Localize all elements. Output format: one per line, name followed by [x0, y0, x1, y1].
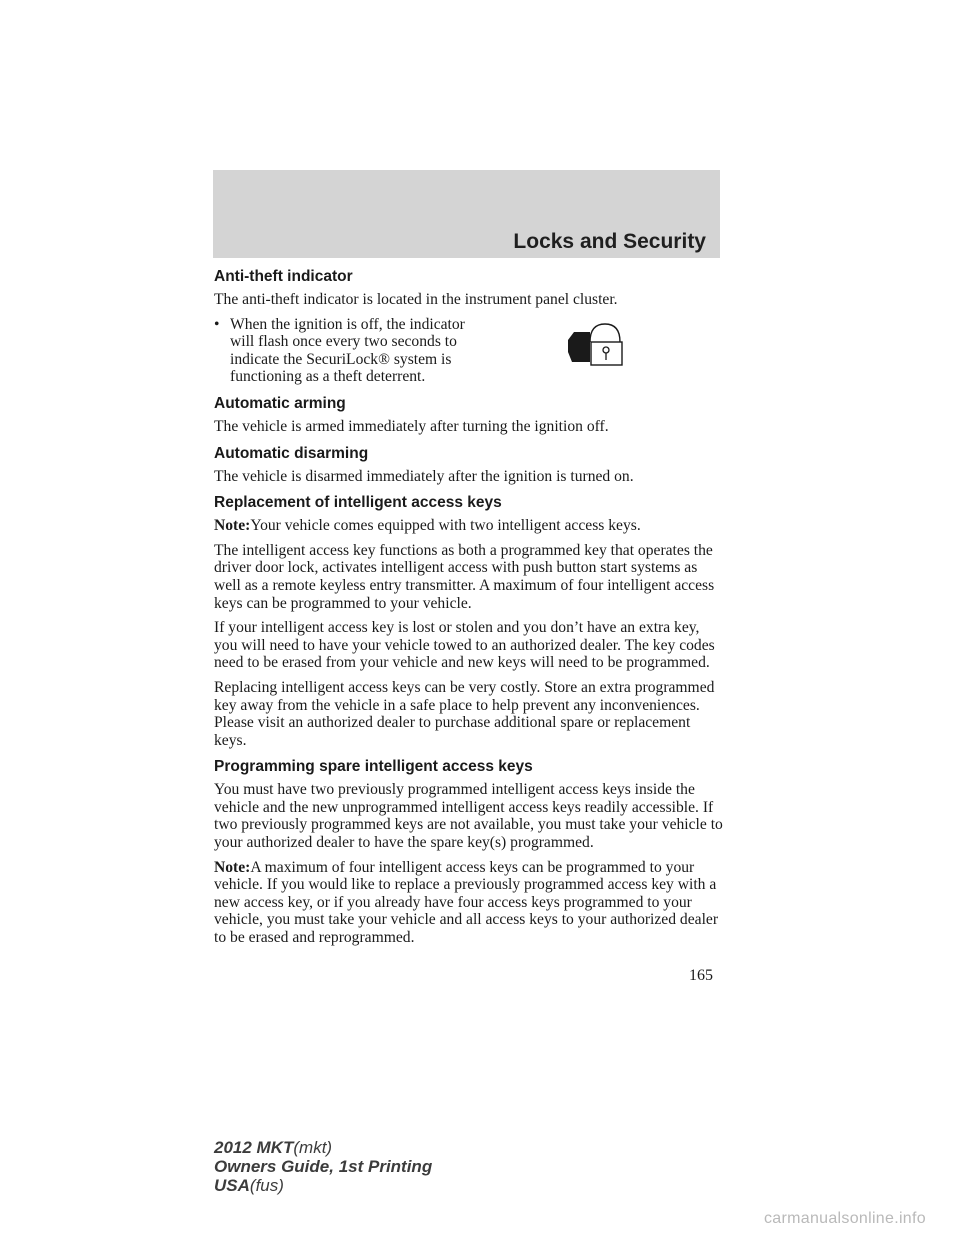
heading-replacement: Replacement of intelligent access keys	[214, 494, 502, 512]
footer-line-1: 2012 MKT(mkt)	[214, 1138, 333, 1157]
programming-paragraph-1: You must have two previously programmed intelligent access keys inside the vehicle and the new unprogrammed intelligent access keys readily accessible. If two previously programmed keys are not available, you must take your vehicle to your authorized dealer to have the spare key(s) programmed.	[214, 781, 723, 852]
bullet-text: When the ignition is off, the indicator will flash once every two seconds to indicate the SecuriLock® system is functioning as a theft deterrent.	[230, 315, 465, 386]
programming-note	[214, 859, 726, 947]
vehicle-lock-icon	[564, 318, 628, 377]
note-text: A maximum of four intelligent access keys can be programmed to your vehicle. If you would like to replace a previously programmed access key with a new access key, or if you already have four access keys programmed to your vehicle, you must take your vehicle and all access keys to your authorized dealer to be erased and reprogrammed.	[214, 858, 719, 947]
heading-anti-theft: Anti-theft indicator	[214, 268, 353, 285]
section-title: Locks and Security	[513, 230, 706, 253]
heading-programming: Programming spare intelligent access keys	[214, 758, 533, 776]
replacement-note	[214, 517, 726, 535]
bullet-mark: •	[214, 315, 220, 333]
heading-automatic-arming: Automatic arming	[214, 394, 346, 412]
section-automatic-arming	[214, 395, 726, 436]
automatic-disarming-text: The vehicle is disarmed immediately after the ignition is turned on.	[214, 467, 634, 485]
page-number: 165	[689, 967, 713, 984]
note-label: Note:	[214, 858, 251, 876]
bullet-item	[214, 316, 726, 386]
section-replacement	[214, 494, 726, 749]
watermark: carmanualsonline.info	[764, 1210, 926, 1227]
section-anti-theft	[214, 268, 726, 386]
note-text: Your vehicle comes equipped with two intelligent access keys.	[250, 517, 641, 535]
page-content	[214, 268, 726, 956]
section-programming	[214, 758, 726, 946]
replacement-paragraph-3: Replacing intelligent access keys can be very costly. Store an extra programmed key away from the vehicle in a safe place to help prevent any inconveniences. Please visit an authorized dealer to purchase additional spare or replacement keys.	[214, 678, 715, 749]
heading-automatic-disarming: Automatic disarming	[214, 444, 369, 462]
section-header-band	[213, 170, 720, 258]
footer-line-2: Owners Guide, 1st Printing	[214, 1157, 433, 1176]
anti-theft-intro: The anti-theft indicator is located in the instrument panel cluster.	[214, 291, 618, 308]
replacement-paragraph-2: If your intelligent access key is lost or stolen and you don’t have an extra key, you will need to have your vehicle towed to an authorized dealer. The key codes need to be erased from your vehicle and new keys will need to be programmed.	[214, 619, 715, 672]
section-automatic-disarming	[214, 445, 726, 486]
automatic-arming-text: The vehicle is armed immediately after turning the ignition off.	[214, 417, 609, 435]
replacement-paragraph-1: The intelligent access key functions as both a programmed key that operates the driver door lock, activates intelligent access with push button start systems as well as a remote keyless entry transmitter. A maximum of four intelligent access keys can be programmed to your vehicle.	[214, 541, 715, 612]
print-footer	[214, 1138, 432, 1195]
footer-line-3: USA(fus)	[214, 1176, 284, 1195]
note-label: Note:	[214, 517, 251, 535]
